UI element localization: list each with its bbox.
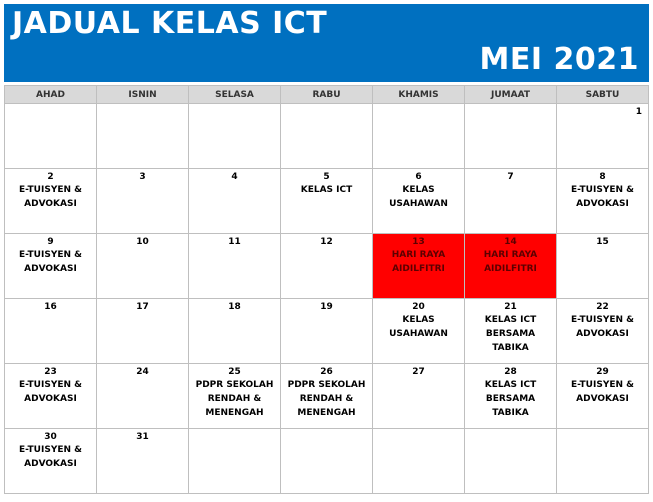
day-number: 29	[596, 367, 609, 377]
day-number	[557, 429, 648, 431]
day-cell	[281, 429, 373, 494]
day-number: 3	[139, 172, 146, 182]
day-number	[281, 104, 372, 106]
day-event: E-TUISYEN & ADVOKASI	[18, 250, 83, 274]
day-cell	[557, 364, 649, 429]
day-number: 18	[228, 302, 241, 312]
weekday-sabtu: SABTU	[557, 86, 649, 104]
day-number	[189, 429, 280, 431]
day-cell	[189, 429, 281, 494]
calendar-grid	[4, 85, 649, 494]
day-number: 31	[136, 432, 149, 442]
day-cell	[373, 104, 465, 169]
day-number: 1	[635, 107, 642, 117]
day-cell	[465, 299, 557, 364]
calendar-body	[5, 104, 649, 494]
day-number: 4	[231, 172, 238, 182]
day-cell	[5, 234, 97, 299]
week-row	[5, 104, 649, 169]
day-cell	[97, 234, 189, 299]
day-cell	[373, 364, 465, 429]
day-number: 19	[320, 302, 333, 312]
week-row	[5, 169, 649, 234]
day-number: 28	[504, 367, 517, 377]
day-number: 13	[412, 237, 425, 247]
day-event: PDPR SEKOLAH RENDAH & MENENGAH	[195, 380, 274, 418]
day-cell	[465, 364, 557, 429]
week-row	[5, 429, 649, 494]
day-number: 5	[323, 172, 330, 182]
day-cell	[557, 299, 649, 364]
weekday-rabu: RABU	[281, 86, 373, 104]
day-cell	[97, 429, 189, 494]
day-number: 21	[504, 302, 517, 312]
day-cell	[97, 299, 189, 364]
day-number	[373, 429, 464, 431]
day-number	[465, 429, 556, 431]
day-number: 20	[412, 302, 425, 312]
day-number: 24	[136, 367, 149, 377]
day-cell	[5, 299, 97, 364]
weekday-selasa: SELASA	[189, 86, 281, 104]
day-number: 6	[415, 172, 422, 182]
day-number: 12	[320, 237, 333, 247]
day-event: E-TUISYEN & ADVOKASI	[18, 380, 83, 404]
day-number: 25	[228, 367, 241, 377]
day-cell	[373, 169, 465, 234]
day-event: KELAS ICT BERSAMA TABIKA	[484, 380, 537, 418]
day-number: 15	[596, 237, 609, 247]
day-number: 22	[596, 302, 609, 312]
day-event: PDPR SEKOLAH RENDAH & MENENGAH	[287, 380, 366, 418]
day-cell	[557, 429, 649, 494]
day-number: 23	[44, 367, 57, 377]
day-cell	[5, 169, 97, 234]
weekday-jumaat: JUMAAT	[465, 86, 557, 104]
day-cell	[465, 169, 557, 234]
weekday-ahad: AHAD	[5, 86, 97, 104]
day-number: 8	[599, 172, 606, 182]
day-cell	[373, 429, 465, 494]
day-number: 9	[47, 237, 54, 247]
day-cell-holiday	[373, 234, 465, 299]
day-cell	[557, 169, 649, 234]
day-event: E-TUISYEN & ADVOKASI	[18, 185, 83, 209]
day-number	[5, 104, 96, 106]
day-event: KELAS ICT BERSAMA TABIKA	[484, 315, 537, 353]
week-row	[5, 364, 649, 429]
day-event: E-TUISYEN & ADVOKASI	[570, 380, 635, 404]
day-cell	[189, 169, 281, 234]
weekday-khamis: KHAMIS	[373, 86, 465, 104]
day-number: 30	[44, 432, 57, 442]
calendar-header	[4, 4, 649, 82]
day-cell-holiday	[465, 234, 557, 299]
day-cell	[557, 104, 649, 169]
day-number: 7	[507, 172, 514, 182]
day-cell	[189, 299, 281, 364]
day-cell	[97, 364, 189, 429]
day-cell	[97, 104, 189, 169]
day-event: HARI RAYA AIDILFITRI	[391, 250, 446, 274]
day-event: E-TUISYEN & ADVOKASI	[18, 445, 83, 469]
day-number	[373, 104, 464, 106]
day-number: 16	[44, 302, 57, 312]
day-number	[189, 104, 280, 106]
day-number	[281, 429, 372, 431]
day-event: KELAS ICT	[300, 185, 353, 195]
week-row	[5, 299, 649, 364]
day-cell	[281, 364, 373, 429]
day-cell	[281, 299, 373, 364]
day-number: 26	[320, 367, 333, 377]
day-number: 27	[412, 367, 425, 377]
day-cell	[189, 234, 281, 299]
day-cell	[373, 299, 465, 364]
day-cell	[281, 104, 373, 169]
day-cell	[465, 104, 557, 169]
day-cell	[5, 364, 97, 429]
day-event: KELAS USAHAWAN	[389, 315, 448, 339]
day-event: KELAS USAHAWAN	[389, 185, 448, 209]
day-number: 10	[136, 237, 149, 247]
day-cell	[189, 364, 281, 429]
day-number: 2	[47, 172, 54, 182]
day-event: HARI RAYA AIDILFITRI	[483, 250, 538, 274]
day-cell	[465, 429, 557, 494]
day-number: 11	[228, 237, 241, 247]
day-cell	[97, 169, 189, 234]
calendar-month: MEI 2021	[479, 42, 639, 77]
day-number: 14	[504, 237, 517, 247]
calendar-title: JADUAL KELAS ICT	[12, 6, 328, 41]
day-cell	[557, 234, 649, 299]
day-cell	[5, 429, 97, 494]
day-number	[465, 104, 556, 106]
day-cell	[281, 169, 373, 234]
weekday-isnin: ISNIN	[97, 86, 189, 104]
day-number	[97, 104, 188, 106]
day-event: E-TUISYEN & ADVOKASI	[570, 315, 635, 339]
day-number: 17	[136, 302, 149, 312]
day-event: E-TUISYEN & ADVOKASI	[570, 185, 635, 209]
week-row	[5, 234, 649, 299]
weekday-row	[5, 86, 649, 104]
day-cell	[281, 234, 373, 299]
day-cell	[5, 104, 97, 169]
day-cell	[189, 104, 281, 169]
